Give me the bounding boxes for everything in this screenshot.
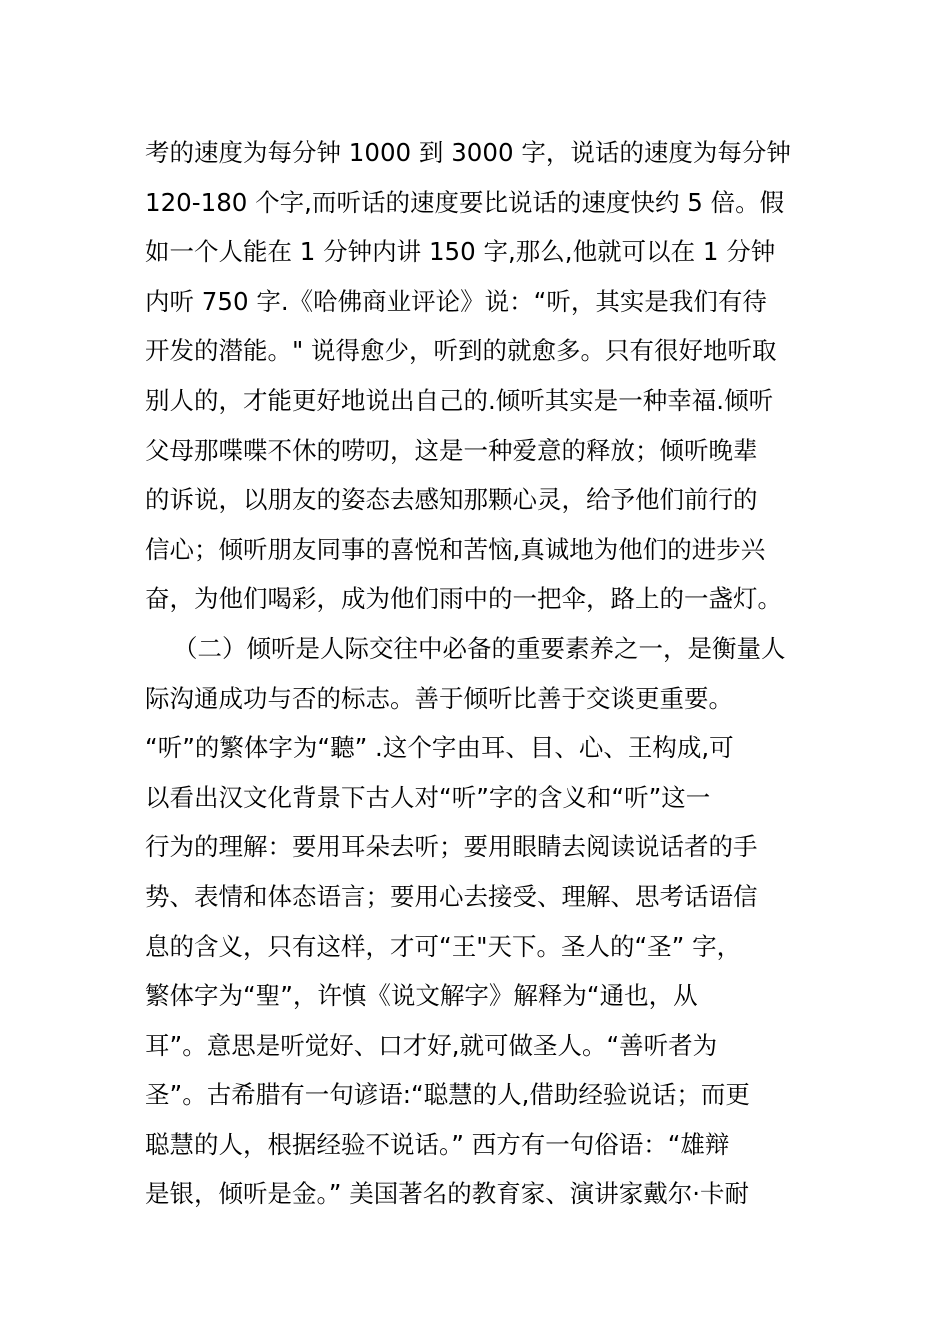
text-line: 如一个人能在 1 分钟内讲 150 字,那么,他就可以在 1 分钟	[145, 237, 776, 267]
body-text	[145, 128, 815, 1219]
text-line: 奋，为他们喝彩，成为他们雨中的一把伞，路上的一盏灯。	[145, 584, 782, 614]
text-line: 别人的，才能更好地说出自己的.倾听其实是一种幸福.倾听	[145, 385, 774, 415]
text-line: 考的速度为每分钟 1000 到 3000 字，说话的速度为每分钟	[145, 138, 791, 167]
text-line: 聪慧的人，根据经验不说话。” 西方有一句俗语：“雄辩	[145, 1129, 730, 1159]
text-line: 内听 750 字.《哈佛商业评论》说：“听，其实是我们有待	[145, 286, 767, 316]
text-line: 耳”。意思是听觉好、口才好,就可做圣人。“善听者为	[145, 1030, 718, 1060]
text-line: 以看出汉文化背景下古人对“听”字的含义和“听”这一	[145, 782, 711, 812]
section-heading-line: （二）倾听是人际交往中必备的重要素养之一，是衡量人	[173, 633, 786, 663]
text-line: 繁体字为“聖”，许慎《说文解字》解释为“通也，从	[145, 981, 698, 1011]
text-line: 120-180 个字,而听话的速度要比说话的速度快约 5 倍。假	[145, 187, 785, 217]
text-line: 际沟通成功与否的标志。善于倾听比善于交谈更重要。	[145, 683, 733, 713]
text-line: 开发的潜能。" 说得愈少，听到的就愈多。只有很好地听取	[145, 336, 777, 366]
text-line: 信心；倾听朋友同事的喜悦和苦恼,真诚地为他们的进步兴	[145, 534, 766, 564]
text-line: 的诉说，以朋友的姿态去感知那颗心灵，给予他们前行的	[145, 485, 758, 515]
text-line: 行为的理解：要用耳朵去听；要用眼睛去阅读说话者的手	[145, 832, 758, 862]
text-line: 势、表情和体态语言；要用心去接受、理解、思考话语信	[145, 881, 758, 911]
text-line: 是银，倾听是金。” 美国著名的教育家、演讲家戴尔·卡耐	[145, 1179, 750, 1209]
text-line: 息的含义，只有这样，才可“王"天下。圣人的“圣” 字，	[145, 931, 742, 961]
text-line: 圣”。古希腊有一句谚语:“聪慧的人,借助经验说话；而更	[145, 1080, 750, 1110]
text-line: “听”的繁体字为“聽” .这个字由耳、目、心、王构成,可	[145, 733, 734, 763]
text-line: 父母那喋喋不休的唠叨，这是一种爱意的释放；倾听晚辈	[145, 435, 758, 465]
